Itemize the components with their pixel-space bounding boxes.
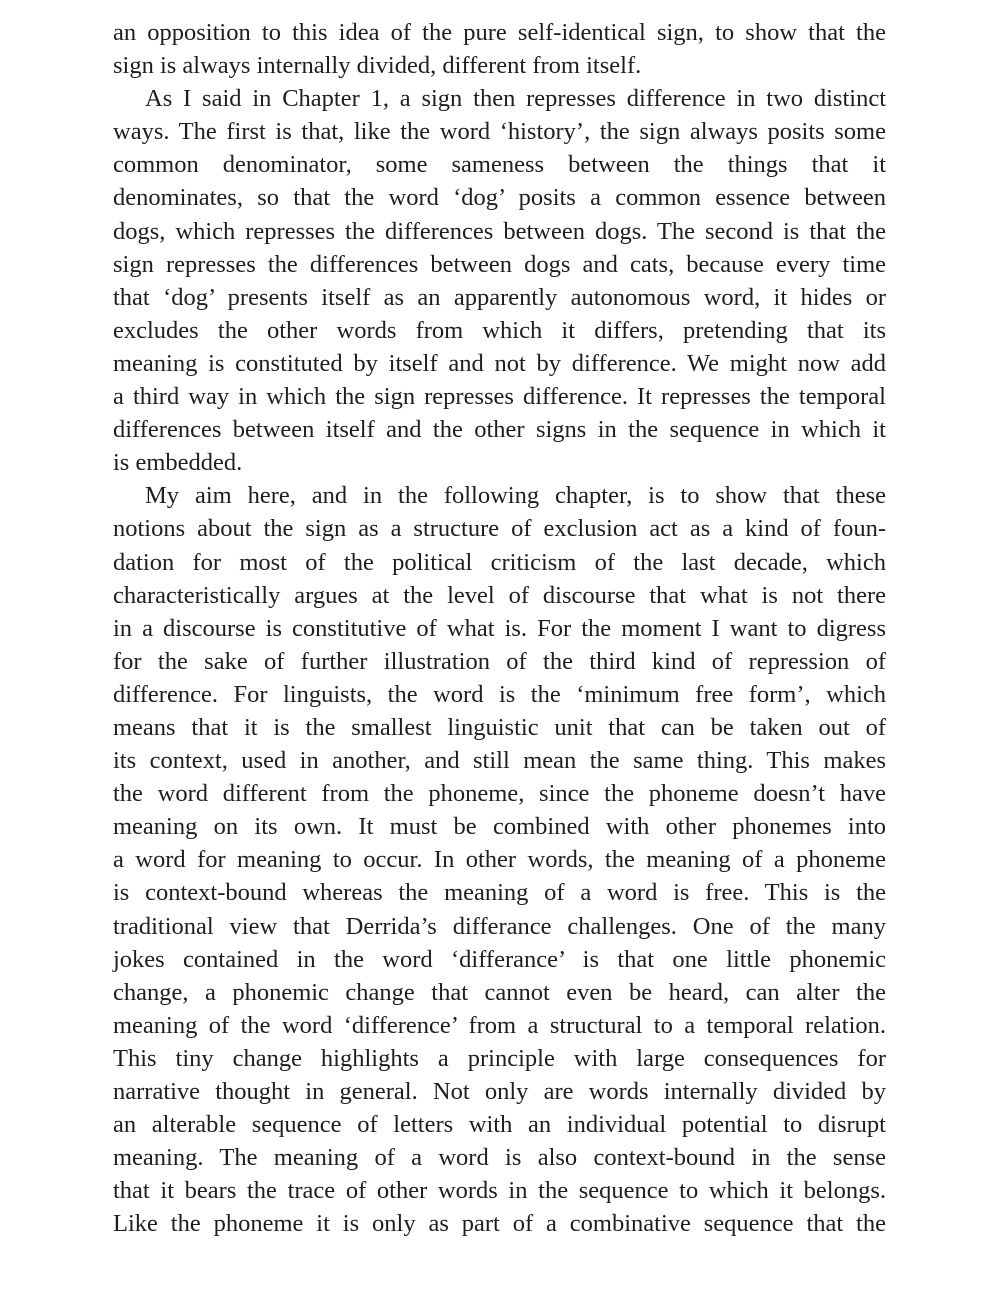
text-line: As I said in Chapter 1, a sign then represses difference in two distinct bbox=[145, 85, 886, 113]
text-line: excludes the other words from which it differs, pretending that its bbox=[113, 316, 886, 344]
text-line: Like the phoneme it is only as part of a combinative sequence that the bbox=[113, 1210, 886, 1238]
text-line: sign is always internally divided, different from itself. bbox=[113, 52, 642, 80]
text-line: a word for meaning to occur. In other words, the meaning of a phoneme bbox=[113, 846, 886, 874]
text-line: a third way in which the sign represses difference. It represses the temporal bbox=[113, 383, 886, 411]
text-line: This tiny change highlights a principle with large consequences for bbox=[113, 1044, 886, 1072]
text-line: is context-bound whereas the meaning of a word is free. This is the bbox=[113, 879, 886, 907]
text-line: the word different from the phoneme, since the phoneme doesn’t have bbox=[113, 780, 886, 808]
paragraph bbox=[113, 82, 886, 479]
document-page bbox=[113, 16, 886, 1240]
text-line: dogs, which represses the differences between dogs. The second is that the bbox=[113, 217, 886, 245]
text-line: meaning on its own. It must be combined with other phonemes into bbox=[113, 813, 886, 841]
text-line: is embedded. bbox=[113, 449, 243, 477]
text-line: common denominator, some sameness between the things that it bbox=[113, 151, 886, 179]
text-line: dation for most of the political criticism of the last decade, which bbox=[113, 548, 886, 576]
text-line: narrative thought in general. Not only are words internally divided by bbox=[113, 1078, 886, 1105]
text-line: means that it is the smallest linguistic unit that can be taken out of bbox=[113, 713, 886, 741]
text-line: My aim here, and in the following chapter, is to show that these bbox=[145, 482, 886, 510]
text-line: change, a phonemic change that cannot even be heard, can alter the bbox=[113, 978, 886, 1006]
text-line: in a discourse is constitutive of what is. For the moment I want to digress bbox=[113, 614, 886, 642]
paragraph bbox=[113, 479, 886, 1240]
text-line: meaning is constituted by itself and not by difference. We might now add bbox=[113, 349, 886, 377]
text-line: that ‘dog’ presents itself as an apparently autonomous word, it hides or bbox=[113, 283, 886, 311]
text-line: that it bears the trace of other words in the sequence to which it belongs. bbox=[113, 1177, 886, 1205]
text-line: characteristically argues at the level of discourse that what is not there bbox=[113, 581, 886, 609]
text-line: an opposition to this idea of the pure self-identical sign, to show that the bbox=[113, 19, 886, 46]
text-line: denominates, so that the word ‘dog’ posits a common essence between bbox=[113, 184, 886, 212]
text-line: sign represses the differences between dogs and cats, because every time bbox=[113, 250, 886, 278]
text-line: meaning of the word ‘difference’ from a structural to a temporal relation. bbox=[113, 1011, 886, 1039]
text-line: its context, used in another, and still mean the same thing. This makes bbox=[113, 747, 886, 775]
text-line: for the sake of further illustration of the third kind of repression of bbox=[113, 647, 886, 675]
text-line: jokes contained in the word ‘differance’ is that one little phonemic bbox=[113, 945, 886, 973]
text-line: differences between itself and the other signs in the sequence in which it bbox=[113, 416, 886, 444]
text-line: notions about the sign as a structure of exclusion act as a kind of foun- bbox=[113, 515, 886, 543]
paragraph bbox=[113, 16, 886, 82]
text-line: meaning. The meaning of a word is also context-bound in the sense bbox=[113, 1144, 886, 1172]
text-line: difference. For linguists, the word is the ‘minimum free form’, which bbox=[113, 680, 886, 708]
text-line: traditional view that Derrida’s differance challenges. One of the many bbox=[113, 912, 886, 940]
text-line: ways. The first is that, like the word ‘history’, the sign always posits some bbox=[113, 118, 886, 146]
text-line: an alterable sequence of letters with an individual potential to disrupt bbox=[113, 1111, 886, 1139]
